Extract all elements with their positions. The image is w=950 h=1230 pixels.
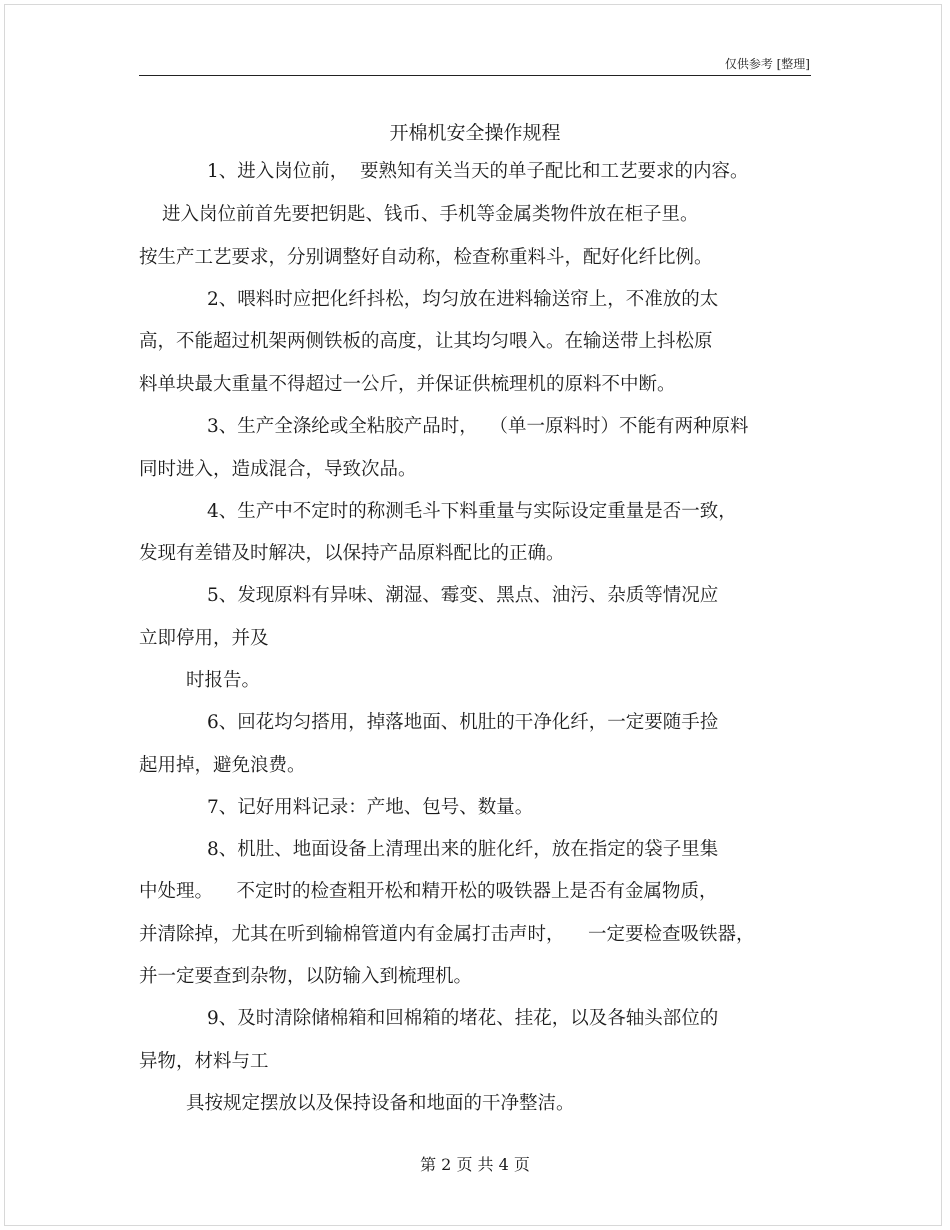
text-line: 1、进入岗位前， 要熟知有关当天的单子配比和工艺要求的内容。 [207, 161, 749, 182]
text-line: 同时进入，造成混合，导致次品。 [139, 459, 417, 480]
text-line: 2、喂料时应把化纤抖松，均匀放在进料输送帘上，不准放的太 [207, 289, 719, 310]
text-line: 中处理。 不定时的检查粗开松和精开松的吸铁器上是否有金属物质， [139, 881, 718, 902]
text-line: 时报告。 [186, 670, 261, 691]
header-rule [139, 75, 811, 76]
text-line: 高，不能超过机架两侧铁板的高度，让其均匀喂入。在输送带上抖松原 [139, 331, 713, 352]
header-note: 仅供参考 [整理] [724, 57, 810, 71]
text-line: 并清除掉，尤其在听到输棉管道内有金属打击声时， 一定要检查吸铁器， [139, 924, 755, 945]
document-title: 开棉机安全操作规程 [389, 122, 561, 144]
page-number: 第 2 页 共 4 页 [420, 1155, 530, 1174]
text-line: 具按规定摆放以及保持设备和地面的干净整洁。 [186, 1093, 575, 1114]
text-line: 5、发现原料有异味、潮湿、霉变、黑点、油污、杂质等情况应 [207, 585, 719, 606]
text-line: 立即停用，并及 [139, 628, 269, 649]
text-line: 料单块最大重量不得超过一公斤，并保证供梳理机的原料不中断。 [139, 374, 676, 395]
text-line: 4、生产中不定时的称测毛斗下料重量与实际设定重量是否一致， [207, 501, 737, 522]
text-line: 3、生产全涤纶或全粘胶产品时， （单一原料时）不能有两种原料 [207, 416, 749, 437]
text-line: 进入岗位前首先要把钥匙、钱币、手机等金属类物件放在柜子里。 [162, 204, 699, 225]
text-line: 按生产工艺要求，分别调整好自动称，检查称重料斗，配好化纤比例。 [139, 247, 713, 268]
document-page [4, 4, 942, 1226]
text-line: 7、记好用料记录：产地、包号、数量。 [207, 797, 534, 818]
text-line: 起用掉，避免浪费。 [139, 755, 306, 776]
text-line: 8、机肚、地面设备上清理出来的脏化纤，放在指定的袋子里集 [207, 839, 719, 860]
text-line: 9、及时清除储棉箱和回棉箱的堵花、挂花，以及各轴头部位的 [207, 1008, 719, 1029]
text-line: 异物，材料与工 [139, 1051, 269, 1072]
text-line: 6、回花均匀搭用，掉落地面、机肚的干净化纤，一定要随手捡 [207, 712, 719, 733]
text-line: 并一定要查到杂物，以防输入到梳理机。 [139, 966, 473, 987]
text-line: 发现有差错及时解决，以保持产品原料配比的正确。 [139, 543, 565, 564]
